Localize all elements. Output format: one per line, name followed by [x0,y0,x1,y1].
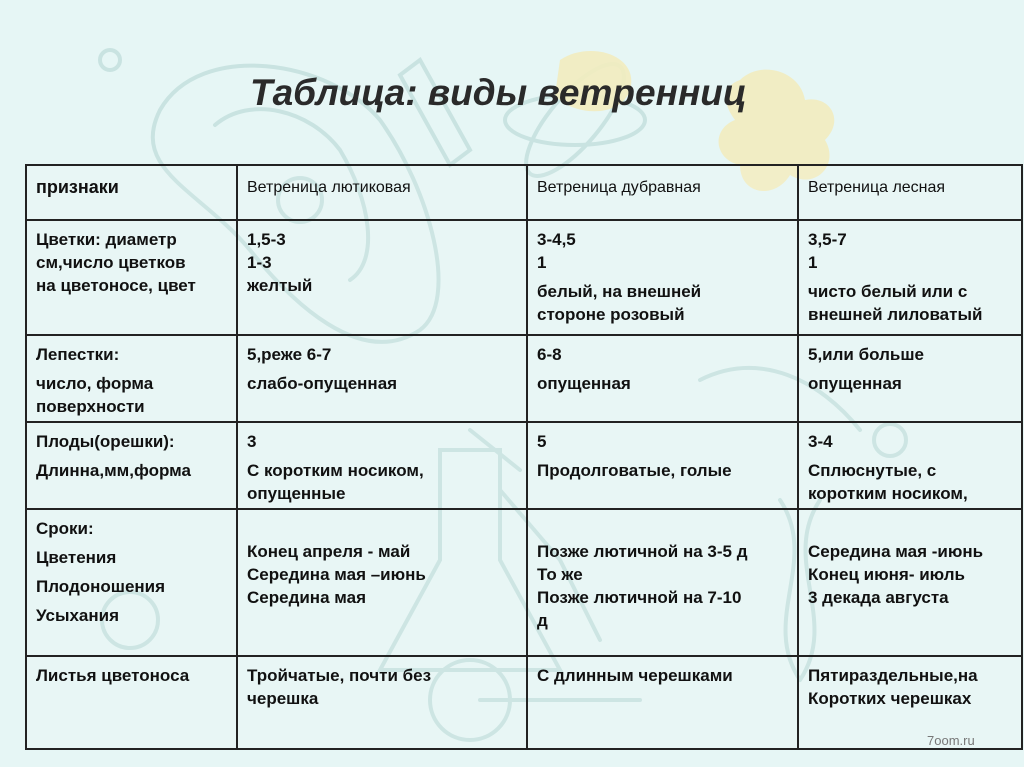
cell-line: поверхности [36,397,145,416]
table-cell [798,422,1022,509]
cell-line: белый, на внешней [537,282,702,301]
cell-line: 1-3 [247,253,272,272]
cell-line: 3,5-7 [808,230,847,249]
table-cell [237,422,527,509]
anemone-comparison-table [25,164,1023,750]
table-row [26,509,1022,656]
row-label-cell [26,656,237,749]
cell-line: опущенная [537,374,631,393]
cell-line: 5,или больше [808,345,924,364]
cell-line: слабо-опущенная [247,374,398,393]
table-row [26,220,1022,335]
cell-line: Сроки: [36,519,94,538]
cell-line: Усыхания [36,606,120,625]
cell-line: Конец июня- июль [808,565,965,584]
cell-line: С коротким носиком, [247,461,424,480]
cell-line: черешка [247,689,319,708]
cell-line: Середина мая [247,588,366,607]
table-cell [527,220,798,335]
row-label-cell [26,220,237,335]
cell-line: коротким носиком, [808,484,968,503]
header-cell-species: Ветреница лютиковая [237,165,527,220]
table-row [26,422,1022,509]
table-cell [527,656,798,749]
cell-line: опущенная [808,374,902,393]
header-cell-species: Ветреница дубравная [527,165,798,220]
cell-line: Конец апреля - май [247,542,411,561]
cell-line: Лепестки: [36,345,120,364]
table-cell [527,509,798,656]
cell-line: 3-4 [808,432,833,451]
line-gap [537,517,788,540]
cell-line: число, форма [36,374,154,393]
cell-line: чисто белый или с [808,282,968,301]
cell-line: Позже лютичной на 3-5 д [537,542,748,561]
cell-line: 1 [537,253,547,272]
cell-line: 5,реже 6-7 [247,345,332,364]
header-cell-features: признаки [26,165,237,220]
cell-line: см,число цветков [36,253,186,272]
table-cell [798,509,1022,656]
cell-line: на цветоносе, цвет [36,276,196,295]
page-title: Таблица: виды ветренниц [250,72,747,113]
cell-line: Середина мая –июнь [247,565,426,584]
table-row [26,656,1022,749]
cell-line: Плоды(орешки): [36,432,175,451]
cell-line: Длинна,мм,форма [36,461,191,480]
cell-line: опущенные [247,484,346,503]
cell-line: 3-4,5 [537,230,576,249]
table-cell [237,220,527,335]
cell-line: С длинным черешками [537,666,733,685]
cell-line: Пятираздельные,на [808,666,978,685]
table-cell [798,220,1022,335]
table-cell [798,656,1022,749]
cell-line: Цветения [36,548,117,567]
cell-line: желтый [247,276,313,295]
row-label-cell [26,509,237,656]
cell-line: 6-8 [537,345,562,364]
table-cell [527,422,798,509]
cell-line: 1 [808,253,818,272]
cell-line: Середина мая -июнь [808,542,984,561]
table-cell [237,656,527,749]
cell-line: д [537,611,548,630]
row-label-cell [26,335,237,422]
watermark-credit: 7oom.ru [927,733,975,748]
cell-line: Плодоношения [36,577,166,596]
cell-line: Позже лютичной на 7-10 [537,588,742,607]
cell-line: Листья цветоноса [36,666,190,685]
row-label-cell [26,422,237,509]
cell-line: То же [537,565,583,584]
cell-line: Тройчатые, почти без [247,666,432,685]
table-row [26,335,1022,422]
line-gap [808,517,1012,540]
table-cell [527,335,798,422]
cell-line: стороне розовый [537,305,685,324]
table-cell [237,509,527,656]
cell-line: внешней лиловатый [808,305,983,324]
table-cell [798,335,1022,422]
table-header-row [26,165,1022,220]
cell-line: 3 [247,432,257,451]
cell-line: 1,5-3 [247,230,286,249]
cell-line: Продолговатые, голые [537,461,732,480]
cell-line: Цветки: диаметр [36,230,177,249]
line-gap [247,517,517,540]
header-cell-species: Ветреница лесная [798,165,1022,220]
cell-line: 5 [537,432,547,451]
cell-line: Сплюснутые, с [808,461,937,480]
cell-line: Коротких черешках [808,689,972,708]
table-cell [237,335,527,422]
cell-line: 3 декада августа [808,588,949,607]
